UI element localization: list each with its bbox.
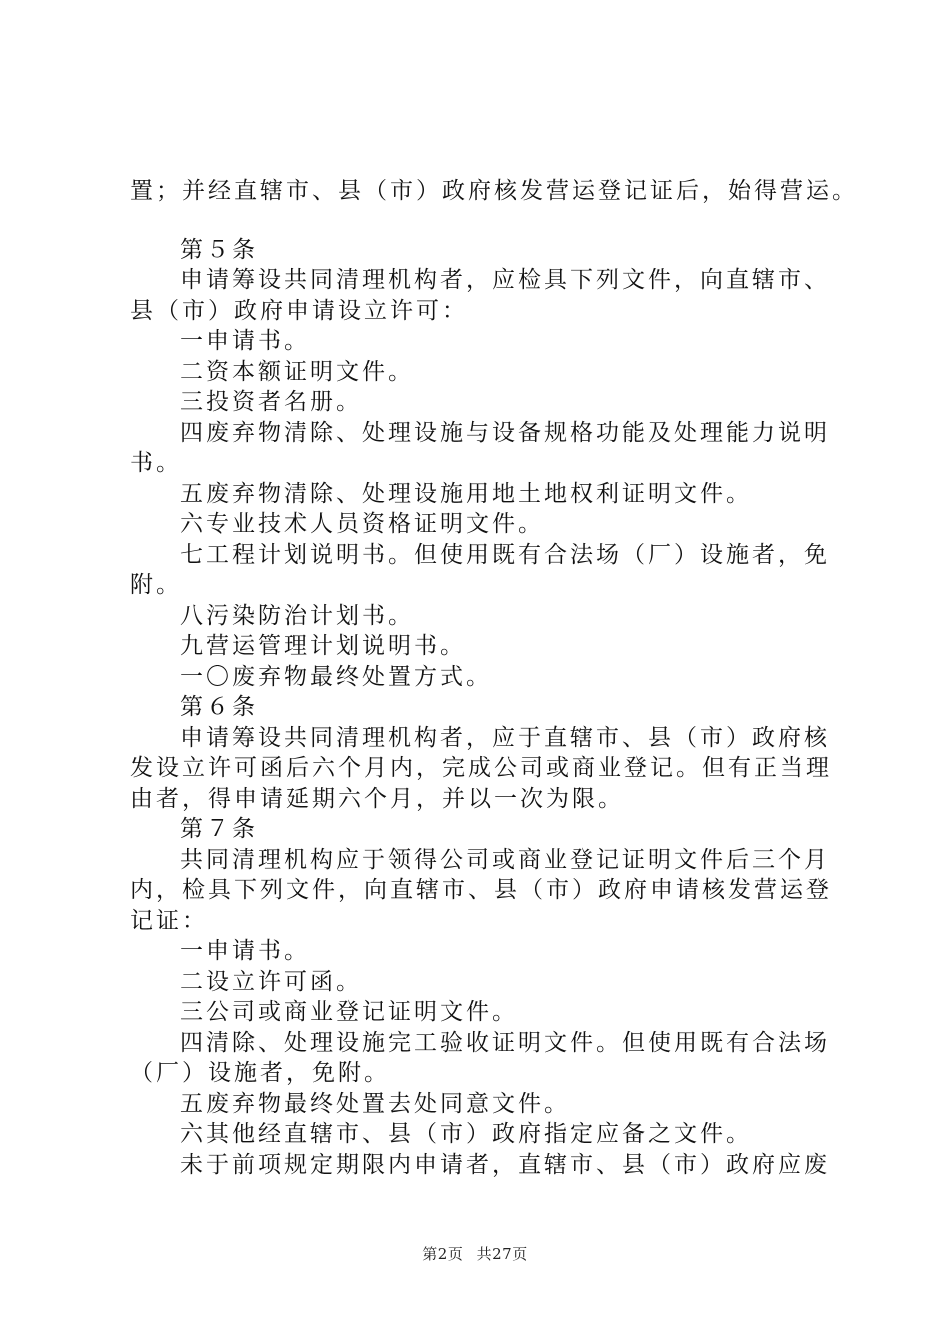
document-line: 六其他经直辖市、县（市）政府指定应备之文件。 <box>180 1121 752 1147</box>
document-line: （厂）设施者，免附。 <box>130 1060 390 1086</box>
document-line: 由者，得申请延期六个月，并以一次为限。 <box>130 785 624 812</box>
document-line: 置；并经直辖市、县（市）政府核发营运登记证后，始得营运。 <box>130 178 858 204</box>
document-line: 六专业技术人员资格证明文件。 <box>180 511 544 537</box>
page-footer <box>0 1243 950 1264</box>
document-line: 九营运管理计划说明书。 <box>180 633 466 659</box>
document-line: 附。 <box>130 572 182 598</box>
document-line: 书。 <box>130 450 182 476</box>
document-line: 五废弃物最终处置去处同意文件。 <box>180 1090 570 1117</box>
document-line: 四清除、处理设施完工验收证明文件。但使用既有合法场 <box>180 1029 830 1056</box>
document-line: 第７条 <box>180 816 258 842</box>
document-line: 三公司或商业登记证明文件。 <box>180 999 518 1025</box>
document-line: 二资本额证明文件。 <box>180 358 414 385</box>
document-line: 发设立许可函后六个月内，完成公司或商业登记。但有正当理 <box>130 755 832 781</box>
document-line: 一申请书。 <box>180 328 310 354</box>
document-line: 未于前项规定期限内申请者，直辖市、县（市）政府应废 <box>180 1151 830 1178</box>
document-line: 七工程计划说明书。但使用既有合法场（厂）设施者，免 <box>180 541 830 568</box>
document-line: 一申请书。 <box>180 938 310 964</box>
document-line: 记证： <box>130 907 208 934</box>
page-total: 共27页 <box>476 1245 528 1263</box>
document-body <box>130 176 858 1180</box>
page-number: 第2页 <box>422 1245 464 1263</box>
document-line: 四废弃物清除、处理设施与设备规格功能及处理能力说明 <box>180 419 830 446</box>
document-line: 内，检具下列文件，向直辖市、县（市）政府申请核发营运登 <box>130 877 832 903</box>
document-line: 一〇废弃物最终处置方式。 <box>180 663 492 690</box>
document-line: 第６条 <box>180 694 258 720</box>
document-line: 五废弃物清除、处理设施用地土地权利证明文件。 <box>180 480 752 507</box>
document-line: 县（市）政府申请设立许可： <box>130 297 468 324</box>
document-line: 三投资者名册。 <box>180 389 362 415</box>
document-line: 第５条 <box>180 236 258 263</box>
document-line: 共同清理机构应于领得公司或商业登记证明文件后三个月 <box>180 846 830 873</box>
document-line: 申请筹设共同清理机构者，应检具下列文件，向直辖市、 <box>180 267 830 293</box>
document-line: 申请筹设共同清理机构者，应于直辖市、县（市）政府核 <box>180 724 830 751</box>
document-line: 二设立许可函。 <box>180 968 362 995</box>
document-line: 八污染防治计划书。 <box>180 602 414 629</box>
